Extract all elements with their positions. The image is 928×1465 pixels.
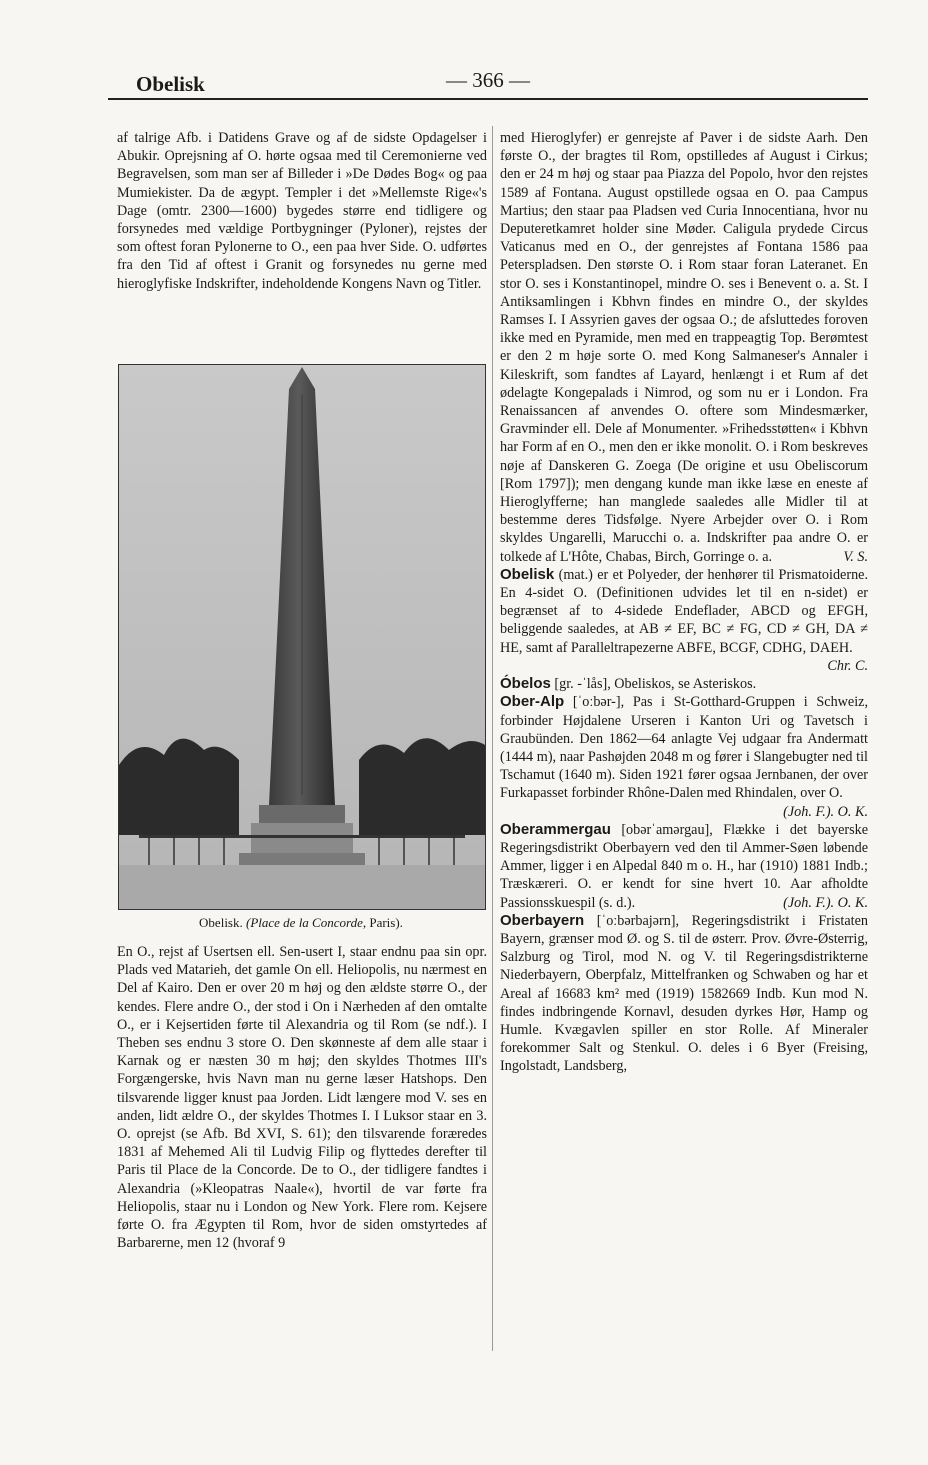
entry-ober-alp	[500, 693, 869, 820]
paragraph: af talrige Afb. i Datidens Grave og af de sidste Opdagelser i Abukir. Oprejsning af O. hørte ogsaa med til Ceremonierne ved Begravelsen, som man ser af Billeder i »De Dødes Bog« og paa Mumiekister. Da de ægypt. Templer i det »Mellemste Rige«'s Dage (omtr. 2300—1600) bygedes større end tidligere og forsynedes med vældige Portbygninger (Pyloner), rejstes der som oftest foran Pylonerne to O., een paa hver Side. O. udførtes fra den Tid af oftest i Granit og forsynedes nu gerne med hieroglyfiske Indskrifter, indeholdende Kongens Navn og Titler.	[117, 130, 487, 292]
entry-text: [ˈoːbər-], Pas i St-Gotthard-Gruppen i Schweiz, forbinder Højdalene Urseren i Kanton Uri og Tavetsch i Graubünden. Den 1862—64 anlagte Vej udgaar fra Andermatt (1444 m), naar Pashøjden 2048 m og fører i Slangebugter ned til Tschamut (1640 m). Siden 1921 fører ogsaa Jernbanen, der over Furkapasset forbinder Rhône-Dalen med Rhindalen, over O.	[500, 694, 869, 802]
entry-obelisk-math	[500, 565, 869, 674]
page-header	[108, 66, 868, 98]
page-number: — 366 —	[446, 68, 530, 92]
obelisk-photo	[118, 364, 486, 910]
signature: V. S.	[843, 548, 868, 565]
left-column-bottom	[117, 943, 487, 1252]
paragraph: En O., rejst af Usertsen ell. Sen-usert I, staar endnu paa sin opr. Plads ved Matarieh, det gamle On ell. Heliopolis, nu nærmest en Del af Kairo. Den er over 20 m høj og den ældste større O., der kendes. Flere andre O., der stod i On i Nærheden af den omtalte O., er i Kejsertiden førte til Alexandria og til Rom (se ndf.). I Theben ses endnu 3 store O. Den skønneste af dem alle staar i Karnak og er næsten 30 m høj; den skyldes Thotmes III's Forgængerske, hvis Navn man nu gerne læser Hatshops. Den tilsvarende ligger knust paa Jorden. Lidt længere mod V. ses en anden, lidt ældre O., der skyldes Thotmes I. I Luksor staar en 3. O. oprejst (se Afb. Bd XVI, S. 61); den tilsvarende foræredes 1831 af Mehemed Ali til Ludvig Filip og flyttedes derefter til Paris til Place de la Concorde. De to O., der tidligere fandtes i Alexandria (»Kleopatras Naale«), hvortil de var førte fra Heliopolis, staar nu i London og New York. Flere rom. Kejsere førte O. fra Ægypten til Rom, hvor de siden omstyrtedes af Barbarerne, men 12 (hvoraf 9	[117, 944, 487, 1252]
signature: (Joh. F.). O. K.	[783, 803, 868, 820]
caption-italic: (Place de la Concorde,	[246, 915, 367, 930]
running-title: Obelisk	[136, 72, 205, 96]
signature: (Joh. F.). O. K.	[783, 894, 868, 911]
entry-text: [ˈoːbərbajərn], Regeringsdistrikt i Fristaten Bayern, grænser mod Ø. og S. til de østerr. Prov. Øvre-Østerrig, Salzburg og Tirol, mod N. og V. til Regeringsdistrikterne Niederbayern, Oberpfalz, Mittelfranken og Schwaben og har et Areal af 16683 km² med (1919) 1582669 Indb. Kun mod N. findes indbringende Kornavl, desuden dyrkes Hør, Hamp og Humle. Kvægavlen spiller en stor Rolle. Af Mineraler forekommer Salt og Stenkul. O. deles i 6 Byer (Freising, Ingolstadt, Landsberg,	[500, 912, 869, 1075]
signature: Chr. C.	[827, 657, 868, 674]
entry-headword: Oberbayern	[500, 911, 585, 929]
column-divider	[492, 126, 493, 1351]
entry-oberammergau	[500, 821, 868, 912]
left-column-top	[117, 129, 487, 293]
entry-text: [gr. -ˈlås], Obeliskos, se Asteriskos.	[554, 676, 757, 693]
header-rule	[108, 98, 868, 100]
right-column	[500, 129, 868, 1076]
continuation-text: med Hieroglyfer) er genrejste af Paver i de sidste Aarh. Den første O., der bragtes til Rom, opstilledes af August i Cirkus; den er 24 m høj og staar paa Piazza del Popolo, hvor den rejstes 1589 af Fontana. August opstillede ogsaa en O. paa Campus Martius; den staar paa Pladsen ved Curia Innocentiana, hvor nu Deputeretkamret holder sine Møder. Caligula prydede Circus Vaticanus med en O., der genrejstes af Fontana 1586 paa Peterspladsen. Den største O. i Rom staar foran Lateranet. En stor O. ses i Konstantinopel, mindre O. ses i Benevent o. a. St. I Antiksamlingen i Kbhvn findes en mindre O., der skyldes Ramses I. I Assyrien gaves der ogsaa O.; de afsluttedes foroven ikke med en Pyramide, men med en trappeagtig Top. Berømtest er den 2 m høje sorte O. med Kong Salmaneser's Annaler i Kileskrift, som fandtes af Layard, henlængt i et Rum af det ødelagte Kongepalads i Nimrod, og som nu er i London. Fra Renaissancen af anvendes O. oftere som Mindesmærker, Gravminder ell. Dele af Monumenter. »Frihedsstøtten« i Kbhvn har Form af en O., men den er ikke monolit. O. i Rom beskreves nøje af Danskeren G. Zoega (De origine et usu Obeliscorum [Rom 1797]); men dengang kunde man ikke læse en eneste af Hieroglyfferne; han manglede saaledes alle Midler til at bestemme deres Tidsfølge. Nyere Arbejder over O. i Rom skyldes Ungarelli, Marucchi o. a. Indskrifter paa andre O. er tolkede af L'Hôte, Chabas, Birch, Gorringe o. a.	[500, 130, 868, 565]
entry-text: [obərˈamərgau], Flække i det bayerske Regeringsdistrikt Oberbayern ved den til Ammer-Søen løbende Ammer, ligger i en Alpedal 840 m o. H., har (1910) 1881 Indb.; Træskæreri. O. er kendt for sine hvert 10. Aar afholdte Passionsskuespil (s. d.).	[500, 821, 869, 911]
entry-headword: Oberammergau	[500, 820, 611, 838]
entry-headword: Óbelos	[500, 675, 551, 693]
entry-oberbayern	[500, 912, 868, 1076]
entry-headword: Ober-Alp	[500, 693, 565, 711]
entry-obelos	[500, 675, 868, 693]
figure-caption	[118, 915, 484, 931]
caption-suffix: Paris).	[369, 915, 403, 930]
paragraph	[500, 129, 868, 566]
entry-headword: Obelisk	[500, 565, 555, 583]
caption-prefix: Obelisk.	[199, 915, 243, 930]
entry-text: (mat.) er et Polyeder, der henhører til Prismatoiderne. En 4-sidet O. (Definitionen udvides let til en n-sidet) er begrænset af to 4-sidede Endeflader, ABCD og EFGH, beliggende saaledes, at AB ≠ EF, BC ≠ FG, CD ≠ GH, DA ≠ HE, samt af Paralleltrapezerne ABFE, BCGF, CDHG, DAEH.	[500, 566, 869, 656]
